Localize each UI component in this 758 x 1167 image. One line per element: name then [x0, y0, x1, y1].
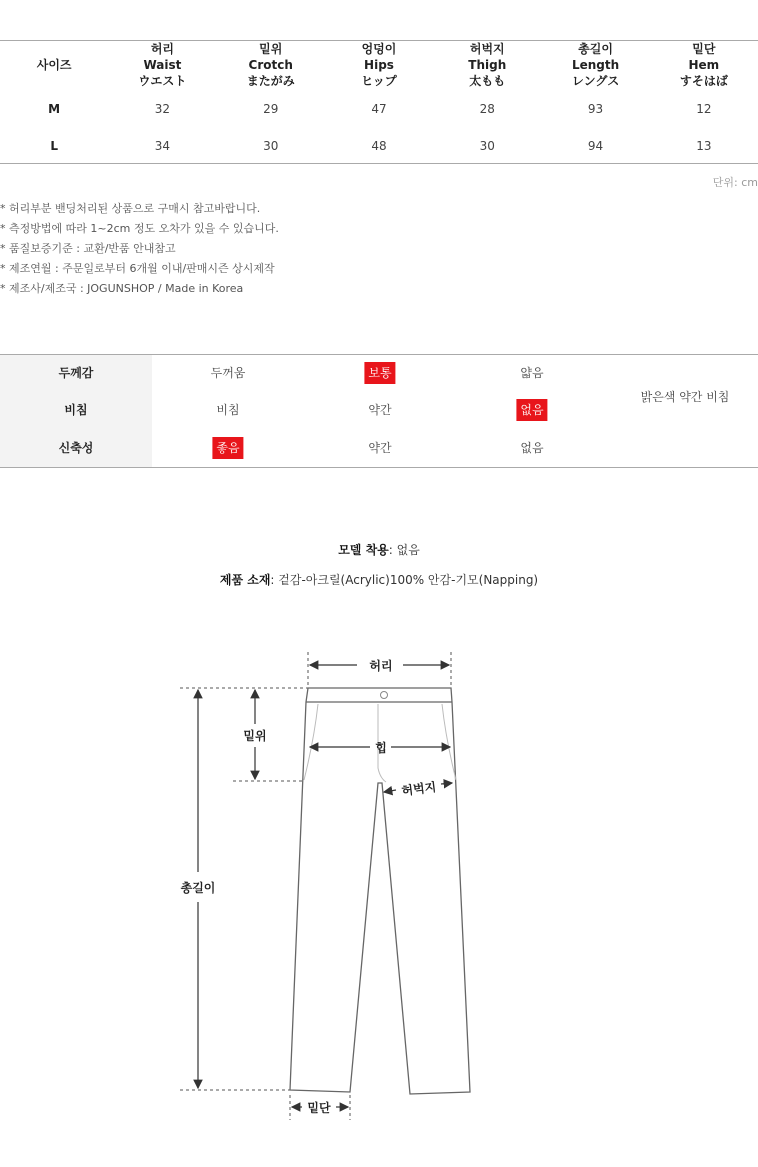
- col-length: 총길이 Length レングス: [571, 42, 620, 88]
- table-row: [0, 90, 758, 127]
- note-item: * 품질보증기준 : 교환/반품 안내참고: [0, 242, 176, 255]
- button-icon: [381, 692, 388, 699]
- table-cell: 12: [696, 101, 712, 116]
- model-label: 모델 착용: [338, 543, 389, 557]
- table-cell: 93: [587, 101, 604, 116]
- attr-row-stretch: [0, 429, 758, 467]
- material-value: : 겉감-아크릴(Acrylic)100% 안감-기모(Napping): [270, 573, 539, 587]
- note-item: * 제조연월 : 주문일로부터 6개월 이내/판매시즌 상시제작: [0, 262, 275, 275]
- size-table-bottom-rule: [0, 163, 758, 164]
- attr-note: 밝은색 약간 비침: [640, 390, 730, 404]
- attr-option: 얇음: [520, 366, 544, 380]
- table-cell: 32: [154, 101, 171, 116]
- material-info: [0, 571, 758, 588]
- table-cell: 47: [371, 101, 387, 116]
- unit-label: 단위: cm: [712, 176, 758, 189]
- material-label: 제품 소재: [219, 573, 271, 587]
- col-hips: 엉덩이 Hips ヒップ: [361, 42, 397, 88]
- attr-option: 없음: [516, 399, 547, 421]
- attr-option: 약간: [368, 403, 392, 417]
- model-info: [0, 541, 758, 558]
- attr-table-bottom-rule: [0, 467, 758, 468]
- table-cell: 29: [263, 101, 279, 116]
- size-table: [0, 40, 758, 164]
- size-cell: L: [50, 138, 58, 153]
- attr-label: 비침: [64, 403, 88, 417]
- attr-label: 두께감: [58, 366, 94, 380]
- attr-option: 약간: [368, 441, 392, 455]
- table-cell: 94: [587, 138, 604, 153]
- table-cell: 30: [263, 138, 279, 153]
- col-size: 사이즈: [36, 58, 72, 72]
- attr-row-thickness: [0, 354, 758, 392]
- crotch-label: 밑위: [243, 729, 267, 743]
- waist-label: 허리: [369, 659, 393, 673]
- attr-label: 신축성: [58, 441, 94, 455]
- attr-option: 두꺼움: [210, 366, 246, 380]
- table-cell: 30: [479, 138, 495, 153]
- attr-option: 좋음: [212, 437, 243, 459]
- attr-option: 보통: [364, 362, 395, 384]
- attr-option: 없음: [520, 441, 544, 455]
- pants-measurement-diagram: [0, 640, 758, 1140]
- col-hem: 밑단 Hem すそはば: [679, 42, 728, 88]
- table-cell: 13: [696, 138, 712, 153]
- table-cell: 34: [154, 138, 171, 153]
- attr-option: 비침: [216, 403, 240, 417]
- size-table-header: [0, 40, 758, 90]
- col-waist: 허리 Waist ウエスト: [138, 42, 187, 88]
- table-cell: 28: [479, 101, 495, 116]
- size-cell: M: [48, 101, 61, 116]
- notes-list: [0, 199, 279, 299]
- note-item: * 측정방법에 따라 1~2cm 정도 오차가 있을 수 있습니다.: [0, 222, 279, 235]
- col-thigh: 허벅지 Thigh 太もも: [468, 42, 507, 88]
- note-item: * 제조사/제조국 : JOGUNSHOP / Made in Korea: [0, 282, 244, 295]
- hip-label: 힙: [375, 741, 387, 755]
- model-value: : 없음: [388, 543, 420, 557]
- table-cell: 48: [371, 138, 387, 153]
- note-item: * 허리부분 밴딩처리된 상품으로 구매시 참고바랍니다.: [0, 202, 261, 215]
- table-row: [0, 127, 758, 164]
- col-crotch: 밑위 Crotch またがみ: [246, 42, 295, 88]
- length-label: 총길이: [180, 881, 216, 895]
- hem-label: 밑단: [307, 1101, 331, 1115]
- thigh-label: 허벅지: [400, 779, 437, 799]
